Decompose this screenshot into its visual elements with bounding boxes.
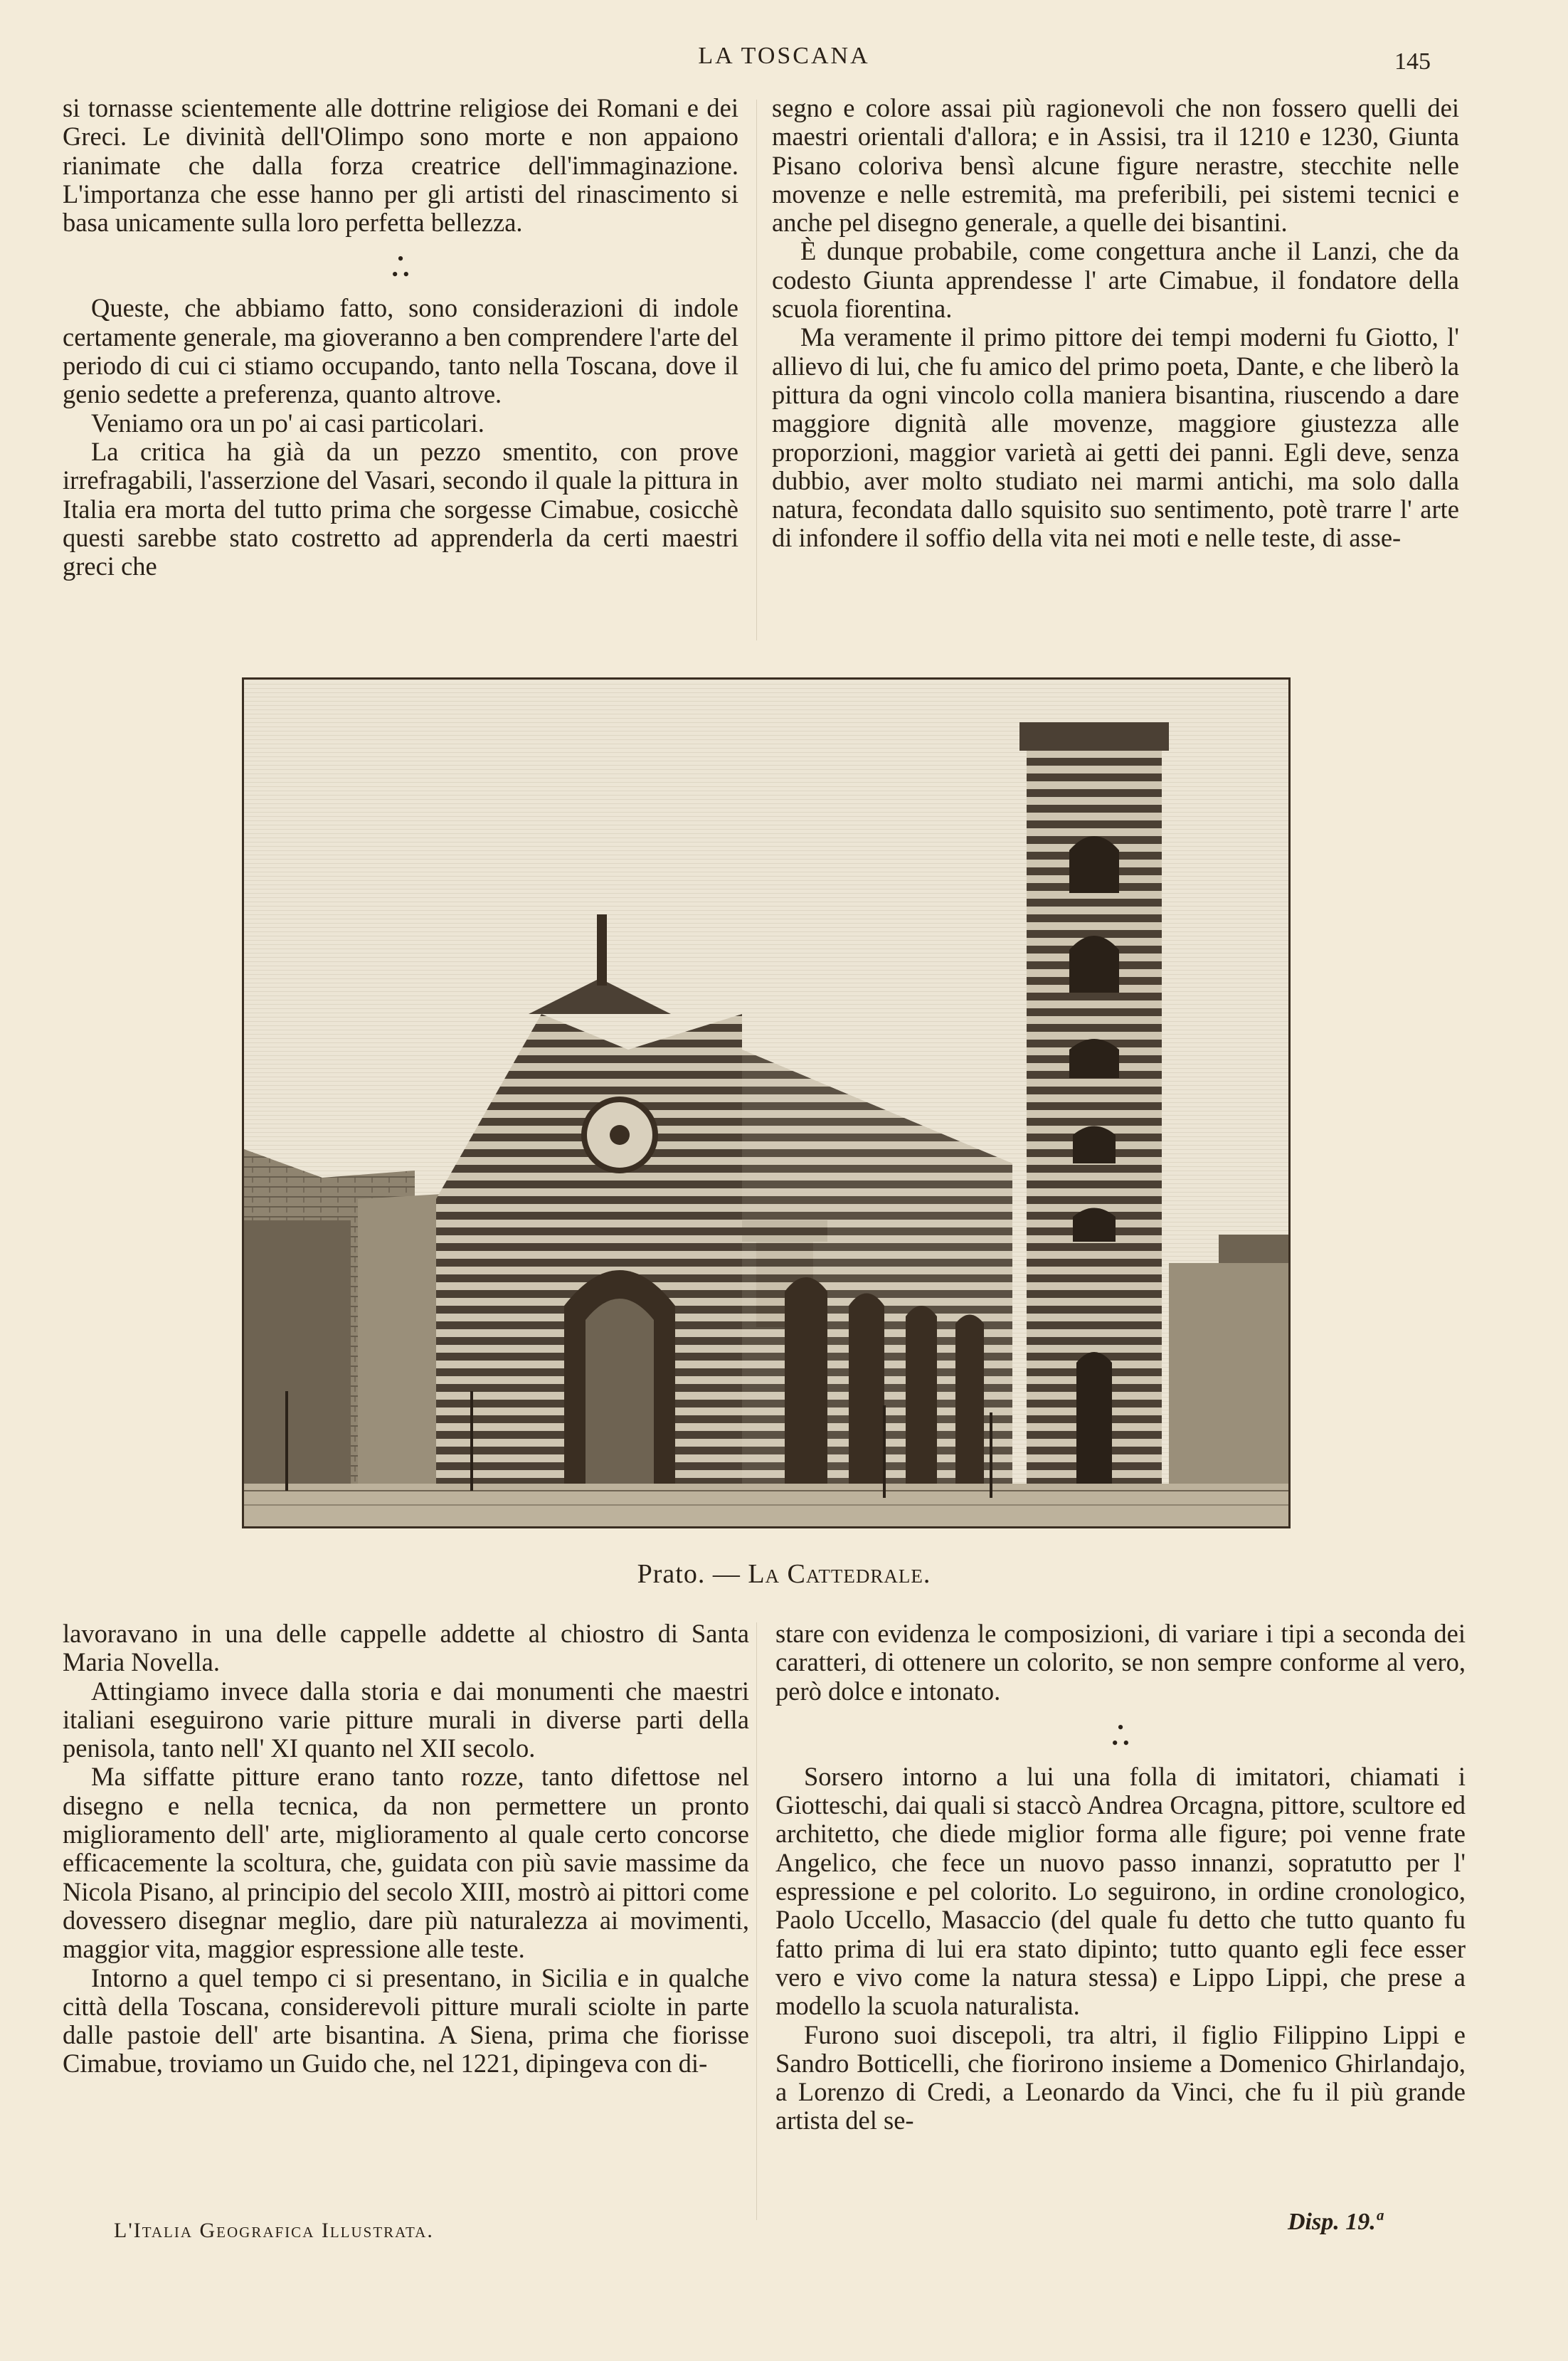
- paragraph: segno e colore assai più ragionevoli che non fossero quelli dei maestri orientali d'allora; e in Assisi, tra il 1210 e 1230, Giunta Pisano coloriva bensì alcune figure nerastre, stecchite nelle movenze e nelle estremità, ma preferibili, pei sistemi tecnici e anche pel disegno generale, a quelle dei bisantini.: [772, 93, 1459, 238]
- column-bottom-right: [775, 1620, 1466, 2135]
- page-number: 145: [1394, 48, 1431, 75]
- column-top-left: [63, 94, 738, 581]
- caption-dash: —: [712, 1559, 741, 1589]
- running-title: LA TOSCANA: [698, 43, 870, 69]
- separator-mark: • •: [391, 264, 410, 285]
- column-bottom-left: [63, 1620, 749, 2079]
- paragraph: Ma siffatte pitture erano tanto rozze, tanto difettose nel disegno e nella tecnica, da non permettere un pronto miglioramento dell' arte, miglioramento al quale certo concorse efficacemente la scoltura, che, guidata con più savie massime da Nicola Pisano, al principio del secolo XIII, mostrò ai pittori come dovessero disegnar meglio, dare più naturalezza ai movimenti, maggior vita, maggior espressione alle teste.: [63, 1762, 749, 1964]
- column-top-right: [772, 94, 1459, 553]
- cathedral-illustration: [242, 677, 1291, 1528]
- paragraph: Attingiamo invece dalla storia e dai monumenti che maestri italiani eseguirono varie pitture murali in diverse parti della penisola, tanto nell' XI quanto nel XII secolo.: [63, 1676, 749, 1763]
- paragraph: Sorsero intorno a lui una folla di imitatori, chiamati i Giotteschi, dai quali si staccò Andrea Orcagna, pittore, scultore ed architetto, che diede miglior forma alle figure; poi venne frate Angelico, che fece un nuovo passo innanzi, sopratutto per l' espressione e pel colorito. Lo seguirono, in ordine cronologico, Paolo Uccello, Masaccio (del quale fu detto che tutto quanto fu fatto prima di lui era stato dipinto; tutto quanto egli fece esser vero e vivo come la natura stessa) e Lippo Lippi, che prese a modello la scuola naturalista.: [775, 1761, 1466, 2021]
- cathedral-engraving: [244, 680, 1288, 1526]
- paragraph: stare con evidenza le composizioni, di variare i tipi a seconda dei caratteri, di ottenere un colorito, se non sempre conforme al vero, però dolce e intonato.: [775, 1619, 1466, 1706]
- paragraph: Intorno a quel tempo ci si presentano, in Sicilia e in qualche città della Toscana, considerevoli pitture murali sciolte in parte dalle pastoie dell' arte bisantina. A Siena, prima che fiorisse Cimabue, troviamo un Guido che, nel 1221, dipingeva con di-: [63, 1963, 749, 2079]
- paragraph: Veniamo ora un po' ai casi particolari.: [91, 408, 484, 438]
- paragraph: La critica ha già da un pezzo smentito, con prove irrefragabili, l'asserzione del Vasari, secondo il quale la pittura in Italia era morta del tutto prima che sorgesse Cimabue, cosicchè questi sarebbe stato costretto ad apprenderla da certi maestri greci che: [63, 436, 738, 581]
- section-separator: [63, 237, 738, 294]
- separator-mark: • •: [1111, 1732, 1130, 1753]
- paragraph: si tornasse scientemente alle dottrine religiose dei Romani e dei Greci. Le divinità dell'Olimpo sono morte e non appaiono rianimate che dalla forza creatrice dell'immaginazione. L'importanza che esse hanno per gli artisti del rinascimento si basa unicamente sulla loro perfetta bellezza.: [63, 93, 738, 238]
- column-rule-bottom: [756, 1622, 757, 2220]
- paragraph: lavoravano in una delle cappelle addette al chiostro di Santa Maria Novella.: [63, 1619, 749, 1677]
- separator-mark: •: [397, 248, 404, 270]
- caption-place: Prato.: [637, 1559, 706, 1589]
- paragraph: È dunque probabile, come congettura anche il Lanzi, che da codesto Giunta apprendesse l' arte Cimabue, il fondatore della scuola fiorentina.: [772, 236, 1459, 324]
- figure-caption: [0, 1558, 1568, 1590]
- paragraph: Furono suoi discepoli, tra altri, il figlio Filippino Lippi e Sandro Botticelli, che fiorirono insieme a Domenico Ghirlandajo, a Lorenzo di Credi, a Leonardo da Vinci, che fu il più grande artista del se-: [775, 2019, 1466, 2135]
- section-separator: [775, 1706, 1466, 1763]
- caption-subject: La Cattedrale.: [748, 1559, 931, 1589]
- footer-publication: L'Italia Geografica Illustrata.: [114, 2219, 434, 2242]
- column-rule-top: [756, 100, 757, 640]
- paragraph: Queste, che abbiamo fatto, sono considerazioni di indole certamente generale, ma gioveranno a ben comprendere l'arte del periodo di cui ci stiamo occupando, tanto nella Toscana, dove il genio sedette a preferenza, quanto altrove.: [63, 293, 738, 409]
- separator-mark: •: [1117, 1716, 1124, 1738]
- footer-dispensa: Disp. 19.ª: [1288, 2209, 1382, 2235]
- paragraph: Ma veramente il primo pittore dei tempi moderni fu Giotto, l' allievo di lui, che fu amico del primo poeta, Dante, e che liberò la pittura da ogni vincolo colla maniera bisantina, riuscendo a dare maggiore dignità alle movenze, maggiore giustezza alle proporzioni, maggior varietà ai getti dei panni. Egli deve, senza dubbio, aver molto studiato nei marmi antichi, ma solo dalla natura, fecondata dallo squisito suo sentimento, potè trarre l' arte di infondere il soffio della vita nei moti e nelle teste, di asse-: [772, 322, 1459, 553]
